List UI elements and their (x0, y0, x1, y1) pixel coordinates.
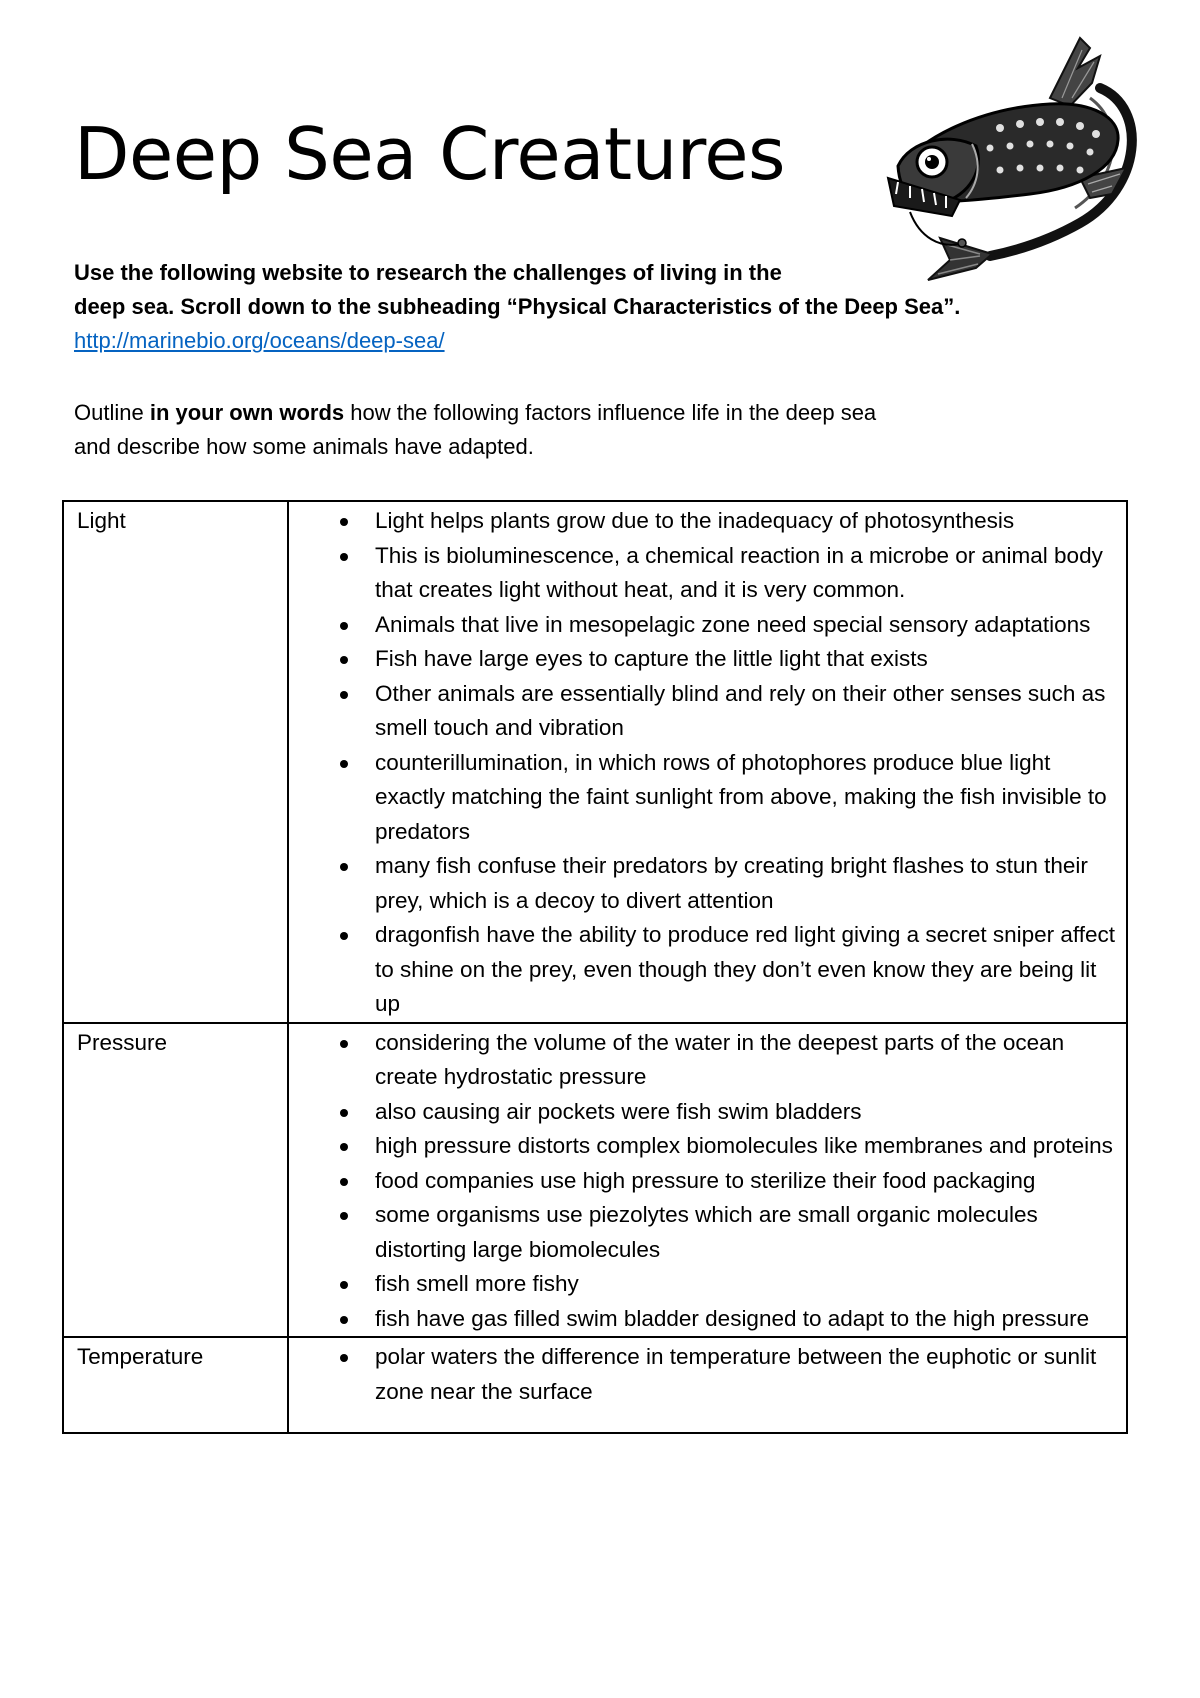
list-item: polar waters the difference in temperature between the euphotic or sunlit zone near the surface (289, 1340, 1118, 1409)
list-item: considering the volume of the water in the deepest parts of the ocean create hydrostatic pressure (289, 1026, 1118, 1095)
instructions (74, 256, 1134, 358)
factor-label: Temperature (77, 1344, 204, 1369)
list-item: dragonfish have the ability to produce red light giving a secret sniper affect to shine on the prey, even though they don’t even know they are being lit up (289, 918, 1118, 1022)
dragonfish-illustration (880, 28, 1180, 290)
factors-table (62, 500, 1128, 1434)
factor-name-cell (63, 1337, 288, 1433)
instruction-line-2: deep sea. Scroll down to the subheading “Physical Characteristics of the Deep Sea”. (74, 294, 961, 319)
list-item: fish smell more fishy (289, 1267, 1118, 1302)
list-item: Light helps plants grow due to the inadequacy of photosynthesis (289, 504, 1118, 539)
bullet-list (289, 504, 1118, 1022)
outline-prefix: Outline (74, 400, 150, 425)
page-title: Deep Sea Creatures (74, 112, 786, 196)
list-item: some organisms use piezolytes which are small organic molecules distorting large biomolecules (289, 1198, 1118, 1267)
factor-points-cell (288, 1023, 1127, 1338)
instruction-line-1: Use the following website to research the challenges of living in the (74, 260, 782, 285)
factor-label: Pressure (77, 1029, 168, 1055)
factor-label: Light (77, 508, 126, 533)
outline-line-2: and describe how some animals have adapted. (74, 434, 534, 459)
list-item: food companies use high pressure to sterilize their food packaging (289, 1164, 1118, 1199)
factor-points-cell (288, 501, 1127, 1023)
outline-emphasis: in your own words (149, 400, 345, 425)
list-item: Other animals are essentially blind and rely on their other senses such as smell touch and vibration (289, 677, 1118, 746)
table-row (63, 501, 1127, 1023)
list-item: This is bioluminescence, a chemical reaction in a microbe or animal body that creates light without heat, and it is very common. (289, 539, 1118, 608)
list-item: high pressure distorts complex biomolecules like membranes and proteins (289, 1129, 1118, 1164)
table-row (63, 1023, 1127, 1338)
bullet-list (289, 1340, 1118, 1409)
list-item: counterillumination, in which rows of photophores produce blue light exactly matching the faint sunlight from above, making the fish invisible to predators (289, 746, 1118, 850)
research-link[interactable]: http://marinebio.org/oceans/deep-sea/ (74, 328, 445, 353)
factor-points-cell (288, 1337, 1127, 1433)
outline-instructions (74, 396, 1074, 464)
bullet-list (289, 1026, 1118, 1337)
list-item: Animals that live in mesopelagic zone need special sensory adaptations (289, 608, 1118, 643)
factor-name-cell (63, 1023, 288, 1338)
list-item: fish have gas filled swim bladder designed to adapt to the high pressure (289, 1302, 1118, 1337)
outline-line-1 (74, 396, 1074, 430)
list-item: many fish confuse their predators by creating bright flashes to stun their prey, which is a decoy to divert attention (289, 849, 1118, 918)
factor-name-cell (63, 501, 288, 1023)
list-item: also causing air pockets were fish swim bladders (289, 1095, 1118, 1130)
outline-suffix: how the following factors influence life in the deep sea (344, 400, 877, 425)
table-row (63, 1337, 1127, 1433)
list-item: Fish have large eyes to capture the little light that exists (289, 642, 1118, 677)
